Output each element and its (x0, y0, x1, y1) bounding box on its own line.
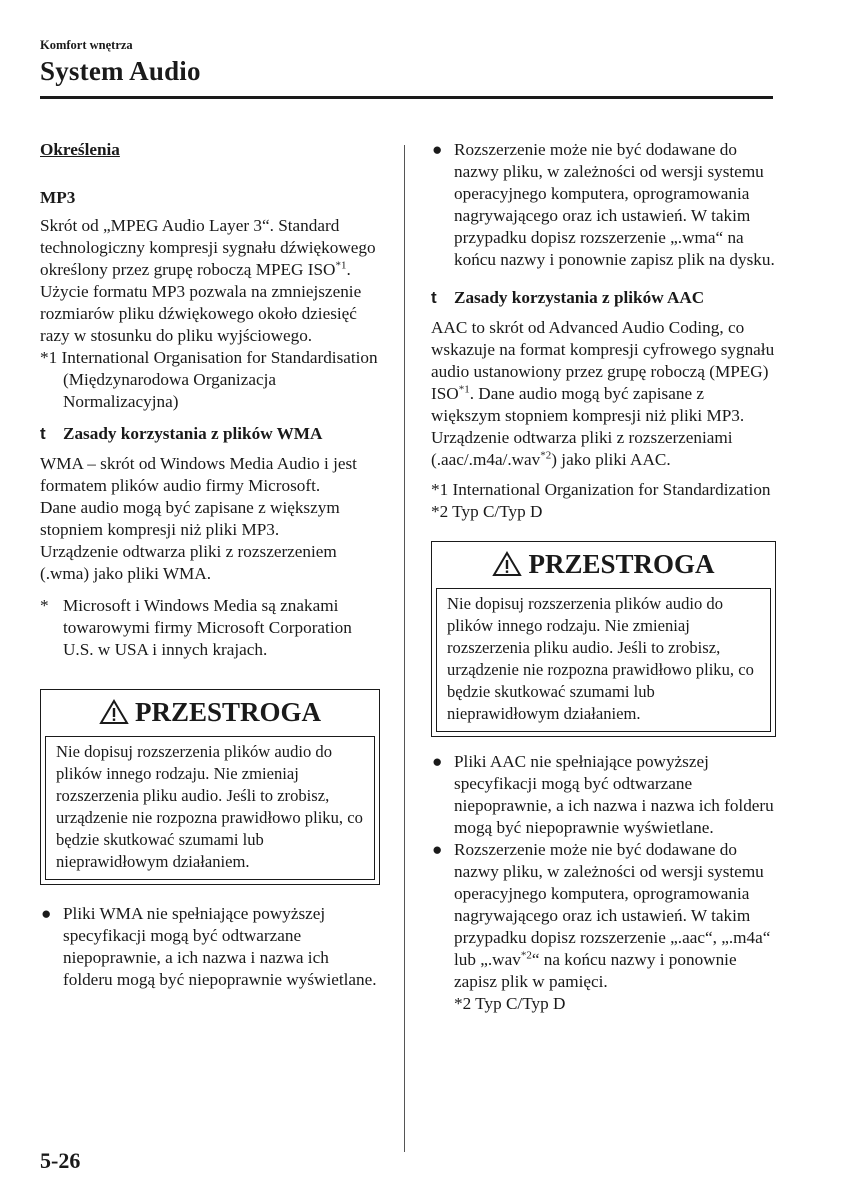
wma-paragraph: Dane audio mogą być zapisane z większym stopniem kompresji niż pliki MP3. (40, 498, 340, 539)
mp3-footnote: *1 International Organisation for Standardisation (Międzynarodowa Organizacja Normalizacyjna) (40, 348, 378, 411)
definitions-heading: Określenia (40, 140, 120, 159)
trademark-note: * Microsoft i Windows Media są znakami towarowymi firmy Microsoft Corporation U.S. w USA i innych krajach. (40, 596, 352, 659)
caution-text: Nie dopisuj rozszerzenia plików audio do plików innego rodzaju. Nie zmieniaj rozszerzenia pliku audio. Jeśli to zrobisz, urządzenie nie rozpozna prawidłowo pliku, co będzie skutkować szumami lub nieprawidłowym działaniem. (436, 588, 771, 732)
wma-section-heading: t Zasady korzystania z plików WMA (40, 424, 323, 443)
right-column (431, 139, 776, 1015)
caution-text: Nie dopisuj rozszerzenia plików audio do plików innego rodzaju. Nie zmieniaj rozszerzenia pliku audio. Jeśli to zrobisz, urządzenie nie rozpozna prawidłowo pliku, co będzie skutkować szumami lub nieprawidłowym działaniem. (45, 736, 375, 880)
aac-bullet-list (431, 751, 776, 1015)
aac-footnote: *2 Typ C/Typ D (431, 502, 543, 521)
wma-paragraph: WMA – skrót od Windows Media Audio i jest formatem plików audio firmy Microsoft. (40, 454, 357, 495)
top-bullet-list (431, 139, 776, 271)
page-title: System Audio (40, 56, 201, 86)
bullet-footnote: *2 Typ C/Typ D (454, 994, 566, 1013)
footnote-ref: *1 (458, 383, 470, 396)
bullet-icon: ● (432, 752, 443, 771)
bullet-icon: ● (432, 840, 443, 859)
caution-title: PRZESTROGA (134, 697, 322, 727)
caution-header (436, 546, 771, 582)
warning-triangle-icon (99, 699, 129, 725)
aac-footnote: *1 International Organization for Standardization (431, 480, 771, 499)
warning-triangle-icon (492, 551, 522, 577)
bullet-icon: ● (41, 904, 52, 923)
footnote-ref: *2 (520, 949, 532, 962)
wma-bullet-list (40, 903, 380, 991)
page-number: 5-26 (40, 1148, 81, 1173)
caution-header (45, 694, 375, 730)
chapter-label: Komfort wnętrza (40, 38, 133, 52)
list-item: ● Rozszerzenie może nie być dodawane do nazwy pliku, w zależności od wersji systemu operacyjnego komputera, oprogramowania nagrywającego oraz ich ustawień. W takim przypadku dopisz rozszerzenie „.aac“, „.m4a“ lub „.wav$^{*2}$“ na końcu nazwy i ponownie zapisz plik w pamięci. *2 Typ C/Typ D (432, 840, 771, 1013)
caution-box (431, 541, 776, 737)
caution-title: PRZESTROGA (528, 549, 715, 579)
footnote-ref: *2 (540, 449, 552, 462)
caution-box (40, 689, 380, 885)
wma-paragraph: Urządzenie odtwarza pliki z rozszerzeniem (.wma) jako pliki WMA. (40, 542, 337, 583)
aac-description: AAC to skrót od Advanced Audio Coding, co wskazuje na format kompresji cyfrowego sygnału audio ustanowiony przez grupę roboczą (MPEG) ISO$^{*1}$. Dane audio mogą być zapisane z większym stopniem kompresji niż pliki MP3. Urządzenie odtwarza pliki z rozszerzeniami (.aac/.m4a/.wav$^{*2}$) jako pliki AAC. (431, 318, 775, 469)
section-marker-icon: t (431, 288, 437, 307)
aac-section-heading: t Zasady korzystania z plików AAC (431, 288, 705, 307)
list-item: ● Rozszerzenie może nie być dodawane do nazwy pliku, w zależności od wersji systemu operacyjnego komputera, oprogramowania nagrywającego oraz ich ustawień. W takim przypadku dopisz rozszerzenie „.wma“ na końcu nazwy i ponownie zapisz plik na dysku. (432, 140, 775, 269)
section-marker-icon: t (40, 424, 46, 443)
footnote-ref: *1 (335, 259, 347, 272)
mp3-term: MP3 (40, 188, 76, 207)
left-column (40, 139, 380, 991)
asterisk-mark: * (40, 596, 49, 615)
bullet-icon: ● (432, 140, 443, 159)
column-separator (404, 145, 405, 1152)
title-rule (40, 96, 773, 99)
mp3-description: Skrót od „MPEG Audio Layer 3“. Standard technologiczny kompresji sygnału dźwiękowego określony przez grupę roboczą MPEG ISO$^{*1}$. Użycie formatu MP3 pozwala na zmniejszenie rozmiarów pliku dźwiękowego około dziesięć razy w stosunku do pliku wyjściowego. (40, 216, 376, 345)
list-item: ● Pliki AAC nie spełniające powyższej specyfikacji mogą być odtwarzane niepoprawnie, a ich nazwa i nazwa ich folderu mogą być niepoprawnie wyświetlane. (432, 752, 774, 837)
list-item: ● Pliki WMA nie spełniające powyższej specyfikacji mogą być odtwarzane niepoprawnie, a ich nazwa i nazwa ich folderu mogą być niepoprawnie wyświetlane. (41, 904, 377, 989)
